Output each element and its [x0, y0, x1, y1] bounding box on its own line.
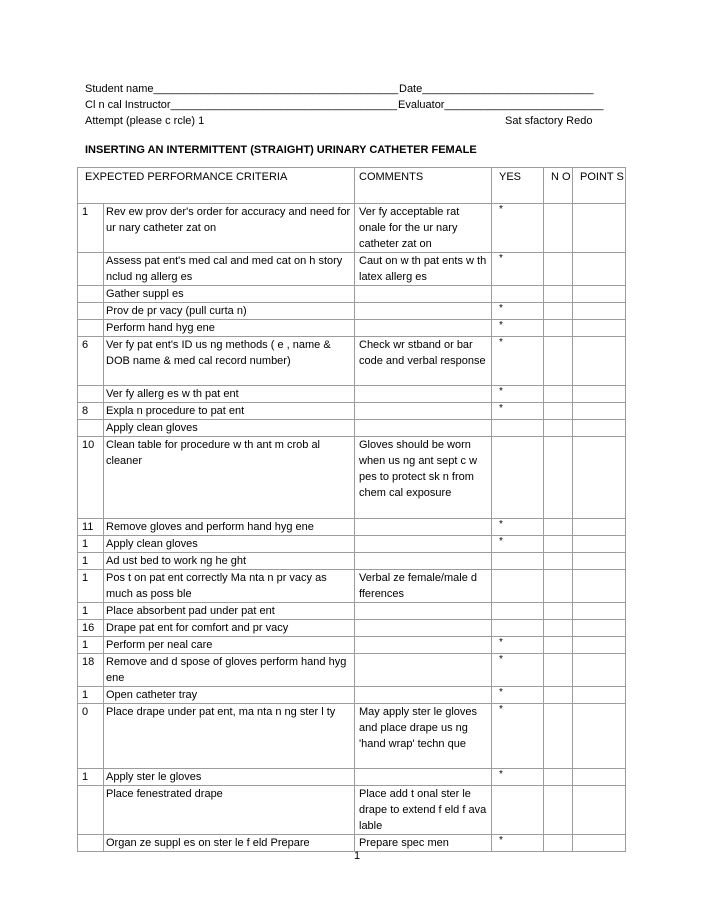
step-number: 6 — [78, 337, 104, 386]
points-cell[interactable] — [573, 654, 626, 687]
comments-text — [355, 403, 492, 420]
step-number: 16 — [78, 620, 104, 637]
yes-cell[interactable]: * — [492, 519, 544, 536]
step-number: 8 — [78, 403, 104, 420]
column-header-criteria: EXPECTED PERFORMANCE CRITERIA — [78, 168, 355, 204]
comments-text: Ver fy acceptable rat onale for the ur nary catheter zat on — [355, 204, 492, 253]
yes-cell[interactable]: * — [492, 386, 544, 403]
criteria-text: Rev ew prov der's order for accuracy and need for ur nary catheter zat on — [104, 204, 355, 253]
comments-text — [355, 386, 492, 403]
column-header-no: N O — [544, 168, 573, 204]
table-row — [78, 603, 626, 620]
yes-cell[interactable]: * — [492, 536, 544, 553]
criteria-text: Clean table for procedure w th ant m crob al cleaner — [104, 437, 355, 519]
comments-text: Gloves should be worn when us ng ant sept c w pes to protect sk n from chem cal exposure — [355, 437, 492, 519]
attempt-label: Attempt (please c rcle) 1 — [85, 115, 205, 127]
table-row — [78, 553, 626, 570]
criteria-text: Open catheter tray — [104, 687, 355, 704]
step-number — [78, 420, 104, 437]
no-cell[interactable] — [544, 769, 573, 786]
column-header-yes: YES — [492, 168, 544, 204]
no-cell[interactable] — [544, 253, 573, 286]
instructor-label: Cl n cal Instructor — [85, 99, 171, 111]
points-cell[interactable] — [573, 553, 626, 570]
no-cell[interactable] — [544, 637, 573, 654]
comments-text — [355, 519, 492, 536]
comments-text — [355, 620, 492, 637]
table-header-row — [78, 168, 626, 204]
yes-cell[interactable]: * — [492, 303, 544, 320]
yes-cell[interactable]: * — [492, 637, 544, 654]
criteria-text: Apply clean gloves — [104, 420, 355, 437]
comments-text — [355, 536, 492, 553]
comments-text: May apply ster le gloves and place drape us ng 'hand wrap' techn que — [355, 704, 492, 769]
criteria-text: Place absorbent pad under pat ent — [104, 603, 355, 620]
instructor-line — [85, 97, 607, 113]
column-header-comments: COMMENTS — [355, 168, 492, 204]
comments-text — [355, 687, 492, 704]
yes-cell[interactable] — [492, 437, 544, 519]
step-number: 1 — [78, 536, 104, 553]
document-title: INSERTING AN INTERMITTENT (STRAIGHT) URINARY CATHETER FEMALE — [85, 144, 477, 156]
no-cell[interactable] — [544, 536, 573, 553]
step-number: 18 — [78, 654, 104, 687]
criteria-text: Pos t on pat ent correctly Ma nta n pr vacy as much as poss ble — [104, 570, 355, 603]
table-row — [78, 420, 626, 437]
points-cell[interactable] — [573, 786, 626, 835]
step-number: 1 — [78, 204, 104, 253]
yes-cell[interactable] — [492, 603, 544, 620]
criteria-table — [77, 167, 626, 852]
table-row — [78, 687, 626, 704]
points-cell[interactable] — [573, 303, 626, 320]
column-header-points: POINT S — [573, 168, 626, 204]
comments-text — [355, 420, 492, 437]
points-cell[interactable] — [573, 620, 626, 637]
step-number — [78, 286, 104, 303]
table-row — [78, 786, 626, 835]
no-cell[interactable] — [544, 320, 573, 337]
date-label: Date — [399, 83, 423, 95]
student-line — [85, 81, 607, 97]
student-name-field[interactable]: ________________________________________ — [153, 83, 399, 95]
step-number: 1 — [78, 769, 104, 786]
no-cell[interactable] — [544, 835, 573, 852]
comments-text — [355, 303, 492, 320]
points-cell[interactable] — [573, 835, 626, 852]
criteria-text: Assess pat ent's med cal and med cat on h story nclud ng allerg es — [104, 253, 355, 286]
yes-cell[interactable]: * — [492, 337, 544, 386]
table-row — [78, 637, 626, 654]
points-cell[interactable] — [573, 437, 626, 519]
criteria-text: Drape pat ent for comfort and pr vacy — [104, 620, 355, 637]
no-cell[interactable] — [544, 603, 573, 620]
yes-cell[interactable] — [492, 786, 544, 835]
comments-text — [355, 637, 492, 654]
table-row — [78, 403, 626, 420]
table-row — [78, 204, 626, 253]
points-cell[interactable] — [573, 637, 626, 654]
no-cell[interactable] — [544, 286, 573, 303]
points-cell[interactable] — [573, 386, 626, 403]
table-row — [78, 835, 626, 852]
step-number: 1 — [78, 637, 104, 654]
points-cell[interactable] — [573, 204, 626, 253]
yes-cell[interactable]: * — [492, 835, 544, 852]
step-number: 1 — [78, 553, 104, 570]
no-cell[interactable] — [544, 420, 573, 437]
criteria-text: Gather suppl es — [104, 286, 355, 303]
points-cell[interactable] — [573, 253, 626, 286]
table-row — [78, 704, 626, 769]
no-cell[interactable] — [544, 337, 573, 386]
no-cell[interactable] — [544, 386, 573, 403]
no-cell[interactable] — [544, 654, 573, 687]
criteria-text: Ver fy pat ent's ID us ng methods ( e , name & DOB name & med cal record number) — [104, 337, 355, 386]
step-number — [78, 386, 104, 403]
points-cell[interactable] — [573, 570, 626, 603]
comments-text: Verbal ze female/male d fferences — [355, 570, 492, 603]
yes-cell[interactable] — [492, 420, 544, 437]
yes-cell[interactable]: * — [492, 687, 544, 704]
yes-cell[interactable] — [492, 570, 544, 603]
student-name-label: Student name — [85, 83, 154, 95]
no-cell[interactable] — [544, 620, 573, 637]
comments-text: Place add t onal ster le drape to extend f eld f ava lable — [355, 786, 492, 835]
comments-text: Check wr stband or bar code and verbal response — [355, 337, 492, 386]
no-cell[interactable] — [544, 704, 573, 769]
table-row — [78, 769, 626, 786]
step-number: 10 — [78, 437, 104, 519]
table-row — [78, 320, 626, 337]
no-cell[interactable] — [544, 570, 573, 603]
result-options[interactable]: Sat sfactory Redo — [505, 115, 593, 127]
criteria-text: Remove and d spose of gloves perform hand hyg ene — [104, 654, 355, 687]
yes-cell[interactable] — [492, 553, 544, 570]
step-number: 11 — [78, 519, 104, 536]
points-cell[interactable] — [573, 603, 626, 620]
no-cell[interactable] — [544, 437, 573, 519]
points-cell[interactable] — [573, 536, 626, 553]
points-cell[interactable] — [573, 519, 626, 536]
yes-cell[interactable] — [492, 286, 544, 303]
comments-text — [355, 603, 492, 620]
attempt-line — [85, 113, 607, 129]
evaluator-label: Evaluator — [398, 99, 445, 111]
points-cell[interactable] — [573, 687, 626, 704]
yes-cell[interactable]: * — [492, 769, 544, 786]
criteria-text: Prov de pr vacy (pull curta n) — [104, 303, 355, 320]
criteria-text: Perform hand hyg ene — [104, 320, 355, 337]
comments-text — [355, 553, 492, 570]
yes-cell[interactable]: * — [492, 654, 544, 687]
comments-text — [355, 769, 492, 786]
no-cell[interactable] — [544, 519, 573, 536]
yes-cell[interactable]: * — [492, 403, 544, 420]
step-number: 1 — [78, 570, 104, 603]
criteria-text: Apply ster le gloves — [104, 769, 355, 786]
step-number: 0 — [78, 704, 104, 769]
no-cell[interactable] — [544, 204, 573, 253]
no-cell[interactable] — [544, 303, 573, 320]
no-cell[interactable] — [544, 403, 573, 420]
step-number — [78, 835, 104, 852]
points-cell[interactable] — [573, 320, 626, 337]
step-number — [78, 320, 104, 337]
no-cell[interactable] — [544, 786, 573, 835]
table-row — [78, 286, 626, 303]
comments-text — [355, 320, 492, 337]
step-number — [78, 786, 104, 835]
points-cell[interactable] — [573, 403, 626, 420]
criteria-text: Remove gloves and perform hand hyg ene — [104, 519, 355, 536]
criteria-text: Perform per neal care — [104, 637, 355, 654]
table-row — [78, 253, 626, 286]
no-cell[interactable] — [544, 553, 573, 570]
criteria-text: Organ ze suppl es on ster le f eld Prepare — [104, 835, 355, 852]
criteria-text: Place drape under pat ent, ma nta n ng ster l ty — [104, 704, 355, 769]
comments-text — [355, 286, 492, 303]
points-cell[interactable] — [573, 704, 626, 769]
no-cell[interactable] — [544, 687, 573, 704]
yes-cell[interactable]: * — [492, 204, 544, 253]
step-number: 1 — [78, 603, 104, 620]
table-row — [78, 536, 626, 553]
yes-cell[interactable] — [492, 620, 544, 637]
step-number — [78, 303, 104, 320]
points-cell[interactable] — [573, 337, 626, 386]
instructor-field[interactable]: _____________________________________ — [170, 99, 397, 111]
table-row — [78, 570, 626, 603]
step-number: 1 — [78, 687, 104, 704]
table-row — [78, 437, 626, 519]
criteria-text: Place fenestrated drape — [104, 786, 355, 835]
evaluator-field[interactable]: __________________________ — [444, 99, 604, 111]
points-cell[interactable] — [573, 420, 626, 437]
table-row — [78, 386, 626, 403]
comments-text: Prepare spec men — [355, 835, 492, 852]
yes-cell[interactable]: * — [492, 253, 544, 286]
criteria-text: Ad ust bed to work ng he ght — [104, 553, 355, 570]
table-row — [78, 654, 626, 687]
table-row — [78, 620, 626, 637]
criteria-text: Expla n procedure to pat ent — [104, 403, 355, 420]
criteria-text: Apply clean gloves — [104, 536, 355, 553]
comments-text — [355, 654, 492, 687]
points-cell[interactable] — [573, 769, 626, 786]
yes-cell[interactable]: * — [492, 320, 544, 337]
criteria-text: Ver fy allerg es w th pat ent — [104, 386, 355, 403]
table-row — [78, 303, 626, 320]
table-row — [78, 337, 626, 386]
step-number — [78, 253, 104, 286]
page-number: 1 — [353, 850, 361, 862]
comments-text: Caut on w th pat ents w th latex allerg es — [355, 253, 492, 286]
date-field[interactable]: ____________________________ — [422, 83, 594, 95]
points-cell[interactable] — [573, 286, 626, 303]
table-row — [78, 519, 626, 536]
yes-cell[interactable]: * — [492, 704, 544, 769]
